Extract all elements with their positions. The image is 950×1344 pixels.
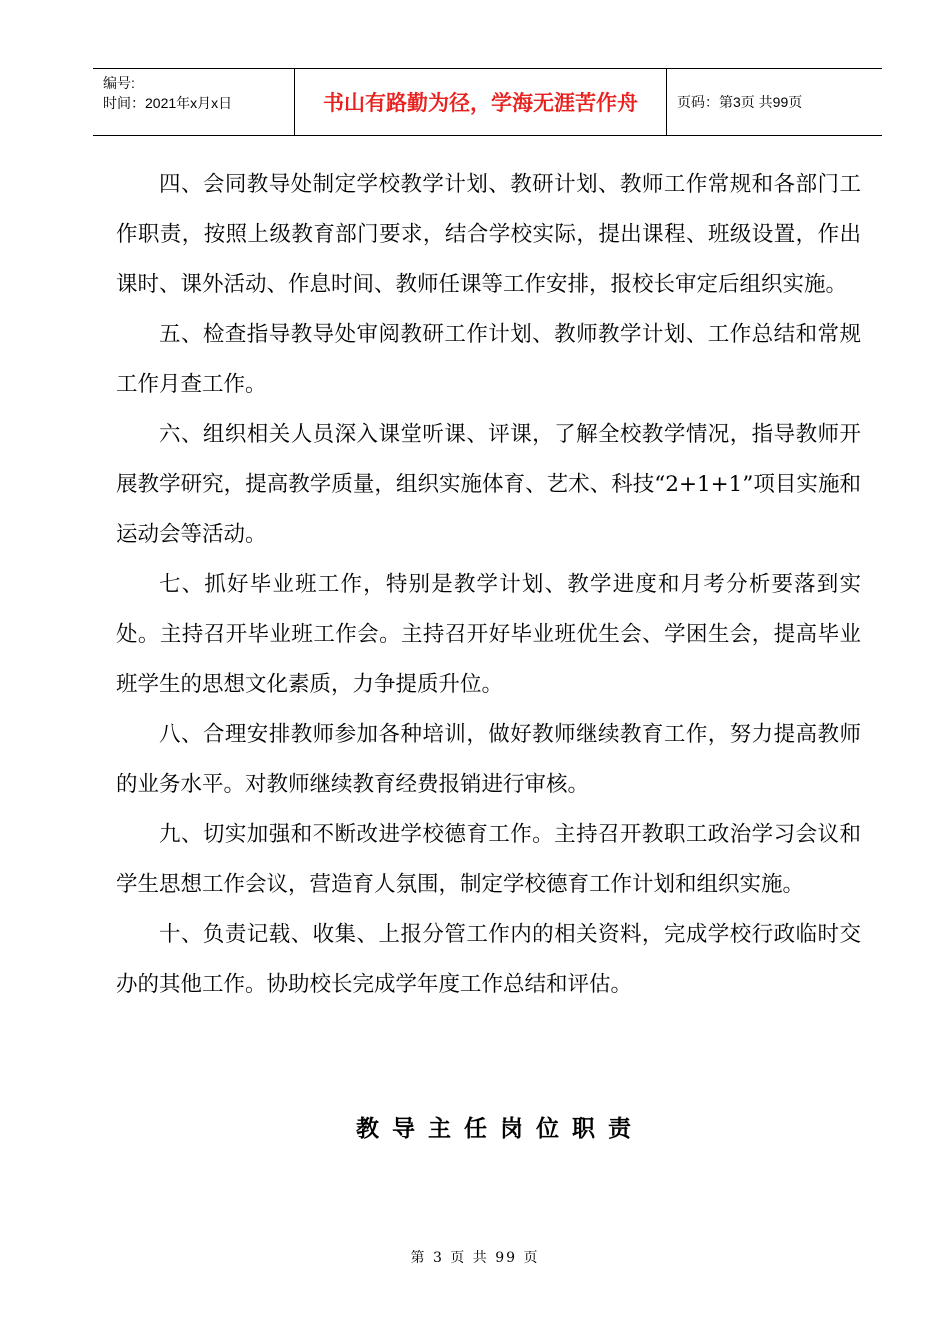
header-motto: 书山有路勤为径，学海无涯苦作舟 — [295, 69, 667, 135]
section-title: 教导主任岗位职责 — [356, 1116, 644, 1142]
paragraph-10: 十、负责记载、收集、上报分管工作内的相关资料，完成学校行政临时交办的其他工作。协助校长完成学年度工作总结和评估。 — [116, 922, 861, 997]
page-header — [93, 68, 882, 136]
header-page-number: 页码：第3页 共99页 — [677, 94, 803, 110]
serial-number-label: 编号: — [103, 75, 135, 91]
paragraph-7: 七、抓好毕业班工作，特别是教学计划、教学进度和月考分析要落到实处。主持召开毕业班工作会。主持召开好毕业班优生会、学困生会，提高毕业班学生的思想文化素质，力争提质升位。 — [116, 572, 861, 697]
paragraph-8: 八、合理安排教师参加各种培训，做好教师继续教育工作，努力提高教师的业务水平。对教师继续教育经费报销进行审核。 — [116, 722, 861, 797]
page-footer: 第 3 页 共 99 页 — [410, 1250, 540, 1266]
time-label: 时间：2021年x月x日 — [103, 95, 233, 111]
header-meta — [93, 69, 295, 135]
paragraph-6: 六、组织相关人员深入课堂听课、评课，了解全校教学情况，指导教师开展教学研究，提高教学质量，组织实施体育、艺术、科技“2+1+1”项目实施和运动会等活动。 — [116, 422, 861, 547]
paragraph-5: 五、检查指导教导处审阅教研工作计划、教师教学计划、工作总结和常规工作月查工作。 — [116, 322, 861, 397]
document-body — [116, 160, 861, 1010]
paragraph-4: 四、会同教导处制定学校教学计划、教研计划、教师工作常规和各部门工作职责，按照上级教育部门要求，结合学校实际，提出课程、班级设置，作出课时、课外活动、作息时间、教师任课等工作安排，报校长审定后组织实施。 — [116, 172, 861, 297]
paragraph-9: 九、切实加强和不断改进学校德育工作。主持召开教职工政治学习会议和学生思想工作会议，营造育人氛围，制定学校德育工作计划和组织实施。 — [116, 822, 861, 897]
